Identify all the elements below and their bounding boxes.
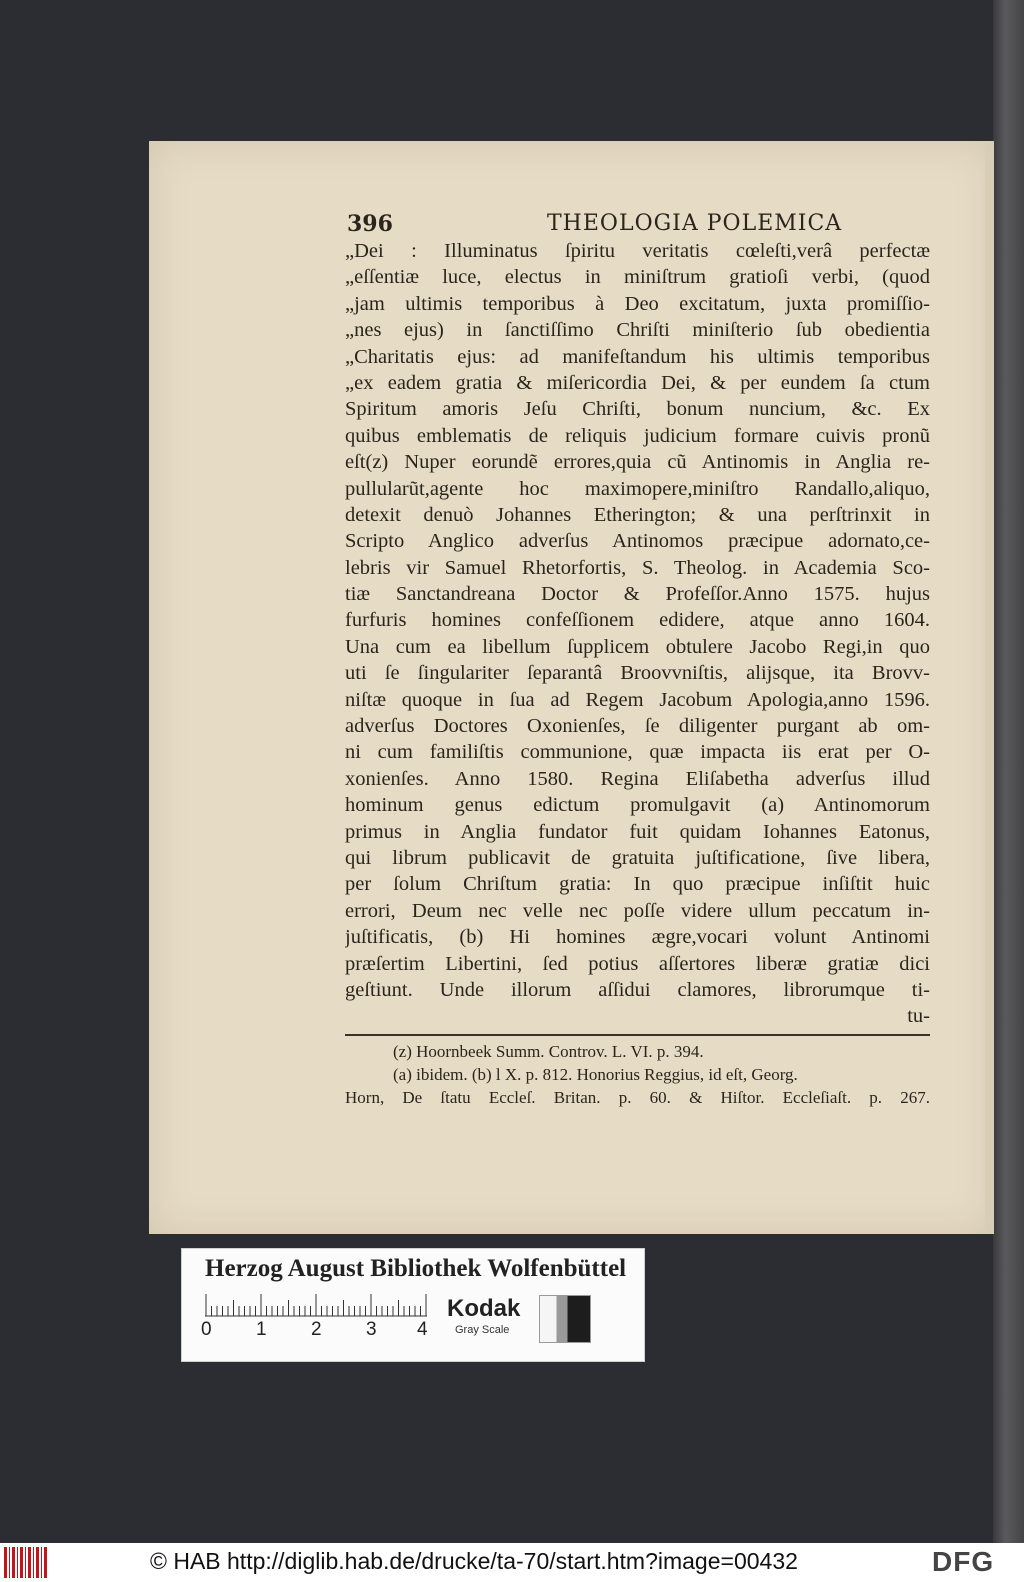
- page-number: 396: [347, 211, 393, 237]
- footnote-line: (z) Hoornbeek Summ. Controv. L. VI. p. 394.: [393, 1042, 704, 1061]
- ruler-number: 3: [366, 1319, 377, 1340]
- text-line: Spiritum amoris Jeſu Chriſti, bonum nuncium, &c. Ex: [345, 398, 930, 421]
- footnotes: [345, 1040, 930, 1109]
- body-text: [345, 238, 930, 1030]
- footnote-rule: [345, 1034, 930, 1036]
- text-line: detexit denuò Johannes Etherington; & una perſtrinxit in: [345, 503, 930, 526]
- ruler-number: 0: [201, 1319, 212, 1340]
- library-name: Herzog August Bibliothek Wolfenbüttel: [205, 1255, 627, 1282]
- text-line: ni cum familiſtis communione, quæ impacta iis erat per O-: [345, 741, 930, 764]
- text-line: juſtificatis, (b) Hi homines ægre,vocari volunt Antinomi: [345, 926, 930, 949]
- text-line: lebris vir Samuel Rhetorfortis, S. Theolog. in Academia Sco-: [345, 556, 930, 579]
- text-line: „jam ultimis temporibus à Deo excitatum, juxta promiſſio-: [345, 292, 930, 315]
- running-title: THEOLOGIA POLEMICA: [547, 211, 843, 236]
- catchword: tu-: [907, 1005, 930, 1028]
- text-line: qui librum publicavit de gratuita juſtificatione, ſive libera,: [345, 846, 930, 869]
- footer-bar: [0, 1543, 1024, 1582]
- text-line: primus in Anglia fundator fuit quidam Iohannes Eatonus,: [345, 820, 930, 843]
- dfg-logo: DFG: [932, 1546, 995, 1577]
- text-line: xonienſes. Anno 1580. Regina Eliſabetha adverſus illud: [345, 767, 930, 790]
- text-line: geſtiunt. Unde illorum aſſidui clamores, librorumque ti-: [345, 978, 930, 1001]
- ruler-number: 4: [417, 1319, 428, 1340]
- gray-scale-swatch: [539, 1295, 591, 1343]
- text-line: „Charitatis ejus: ad manifeſtandum his ultimis temporibus: [345, 345, 930, 368]
- footnote-line: (a) ibidem. (b) l X. p. 812. Honorius Reggius, id eſt, Georg.: [393, 1065, 798, 1084]
- text-line: „nes ejus) in ſanctiſſimo Chriſti miniſterio ſub obedientia: [345, 319, 930, 342]
- text-line: furfuris homines confeſſionem edidere, atque anno 1604.: [345, 609, 930, 632]
- scanner-edge-strip: [993, 0, 1024, 1543]
- copyright-link[interactable]: © HAB http://diglib.hab.de/drucke/ta-70/start.htm?image=00432: [150, 1548, 798, 1574]
- text-line: adverſus Doctores Oxonienſes, ſe diligenter purgant ab om-: [345, 715, 930, 738]
- text-line: eſt(z) Nuper eorundẽ errores,quia cũ Antinomis in Anglia re-: [345, 451, 930, 474]
- library-color-card: [181, 1248, 645, 1362]
- text-line: quibus emblematis de reliquis judicium formare cuivis pronũ: [345, 424, 930, 447]
- page-header: [347, 211, 929, 241]
- text-line: Una cum ea libellum ſupplicem obtulere Jacobo Regi,in quo: [345, 635, 930, 658]
- ruler-number: 2: [311, 1319, 322, 1340]
- ruler-number: 1: [256, 1319, 267, 1340]
- text-line: tiæ Sanctandreana Doctor & Profeſſor.Anno 1575. hujus: [345, 583, 930, 606]
- footnote-line: Horn, De ſtatu Eccleſ. Britan. p. 60. & Hiſtor. Eccleſiaſt. p. 267.: [345, 1088, 930, 1107]
- text-line: Scripto Anglico adverſus Antinomos præcipue adornato,ce-: [345, 530, 930, 553]
- text-line: per ſolum Chriſtum gratia: In quo præcipue inſiſtit huic: [345, 873, 930, 896]
- text-line: „ex eadem gratia & miſericordia Dei, & per eundem ſa ctum: [345, 371, 930, 394]
- text-line: pullularũt,agente hoc maximopere,miniſtro Randallo,aliquo,: [345, 477, 930, 500]
- text-line: præſertim Libertini, ſed potius aſſertores liberæ gratiæ dici: [345, 952, 930, 975]
- text-line: hominum genus edictum promulgavit (a) Antinomorum: [345, 794, 930, 817]
- book-page-edge: [985, 141, 994, 1234]
- kodak-logo: Kodak: [447, 1295, 521, 1322]
- gray-scale-label: Gray Scale: [455, 1324, 510, 1336]
- hab-barcode-icon: [4, 1547, 48, 1578]
- text-line: „eſſentiæ luce, electus in miniſtrum gratioſi verbi, (quod: [345, 266, 930, 289]
- text-line: uti ſe ſingulariter ſeparantâ Broovvniſtis, alijsque, ita Brovv-: [345, 662, 930, 685]
- text-line: niſtæ quoque in ſua ad Regem Jacobum Apologia,anno 1596.: [345, 688, 930, 711]
- text-line: „Dei : Illuminatus ſpiritu veritatis cœleſti,verâ perfectæ: [345, 240, 930, 262]
- text-line: errori, Deum nec velle nec poſſe videre ullum peccatum in-: [345, 899, 930, 922]
